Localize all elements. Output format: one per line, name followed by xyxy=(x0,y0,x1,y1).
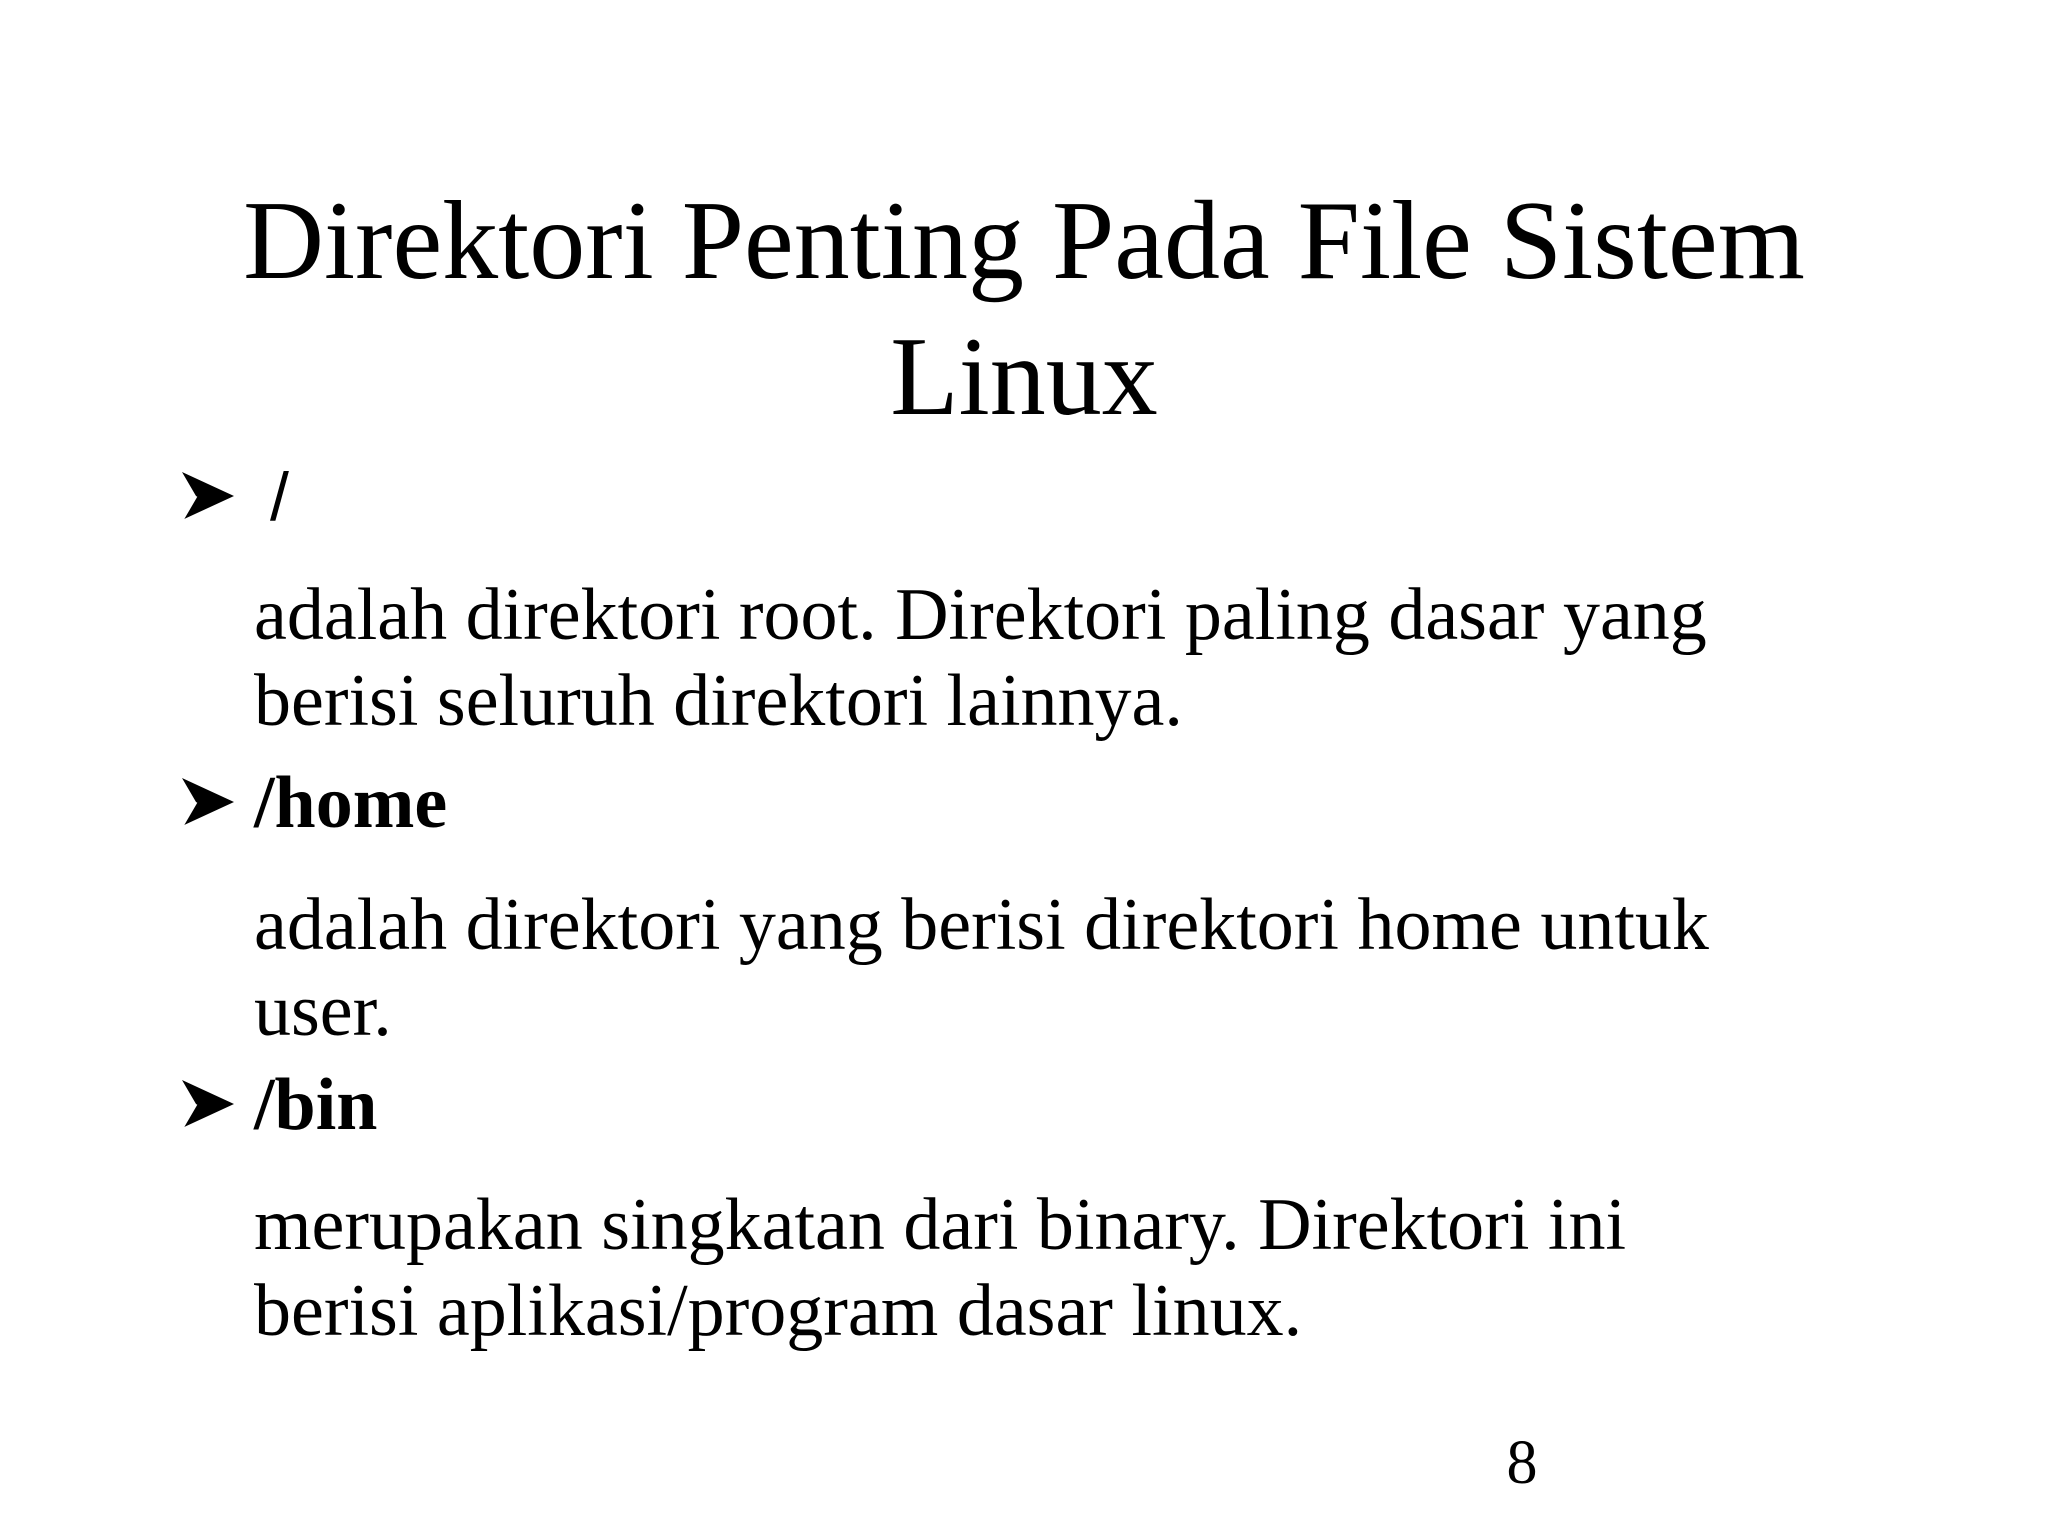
item-description-line-1: adalah direktori yang berisi direktori home untuk xyxy=(254,884,1709,966)
list-item-home xyxy=(178,758,1878,1054)
list-item-root xyxy=(178,452,1878,744)
bullet-row xyxy=(178,758,1878,848)
item-description-line-1: adalah direktori root. Direktori paling dasar yang xyxy=(254,574,1707,656)
slide-title-line-1: Direktori Penting Pada File Sistem xyxy=(243,179,1805,304)
slide-title xyxy=(0,173,2048,445)
page-number: 8 xyxy=(1506,1429,1538,1497)
item-description-line-2: berisi aplikasi/program dasar linux. xyxy=(254,1270,1303,1352)
item-description xyxy=(254,1182,1878,1354)
item-description-line-2: user. xyxy=(254,970,392,1052)
item-heading: /home xyxy=(254,762,448,844)
list-item-bin xyxy=(178,1060,1878,1354)
slide-title-line-2: Linux xyxy=(890,315,1158,440)
item-heading: / xyxy=(270,459,289,535)
item-description-line-2: berisi seluruh direktori lainnya. xyxy=(254,660,1183,742)
arrow-bullet-icon xyxy=(178,1074,238,1134)
bullet-row xyxy=(178,452,1878,542)
item-description xyxy=(254,882,1878,1054)
arrow-bullet-icon xyxy=(178,772,238,832)
item-description-line-1: merupakan singkatan dari binary. Direktori ini xyxy=(254,1184,1626,1266)
bullet-row xyxy=(178,1060,1878,1150)
item-description xyxy=(254,572,1878,744)
item-heading: /bin xyxy=(254,1064,378,1146)
arrow-bullet-icon xyxy=(178,466,238,526)
